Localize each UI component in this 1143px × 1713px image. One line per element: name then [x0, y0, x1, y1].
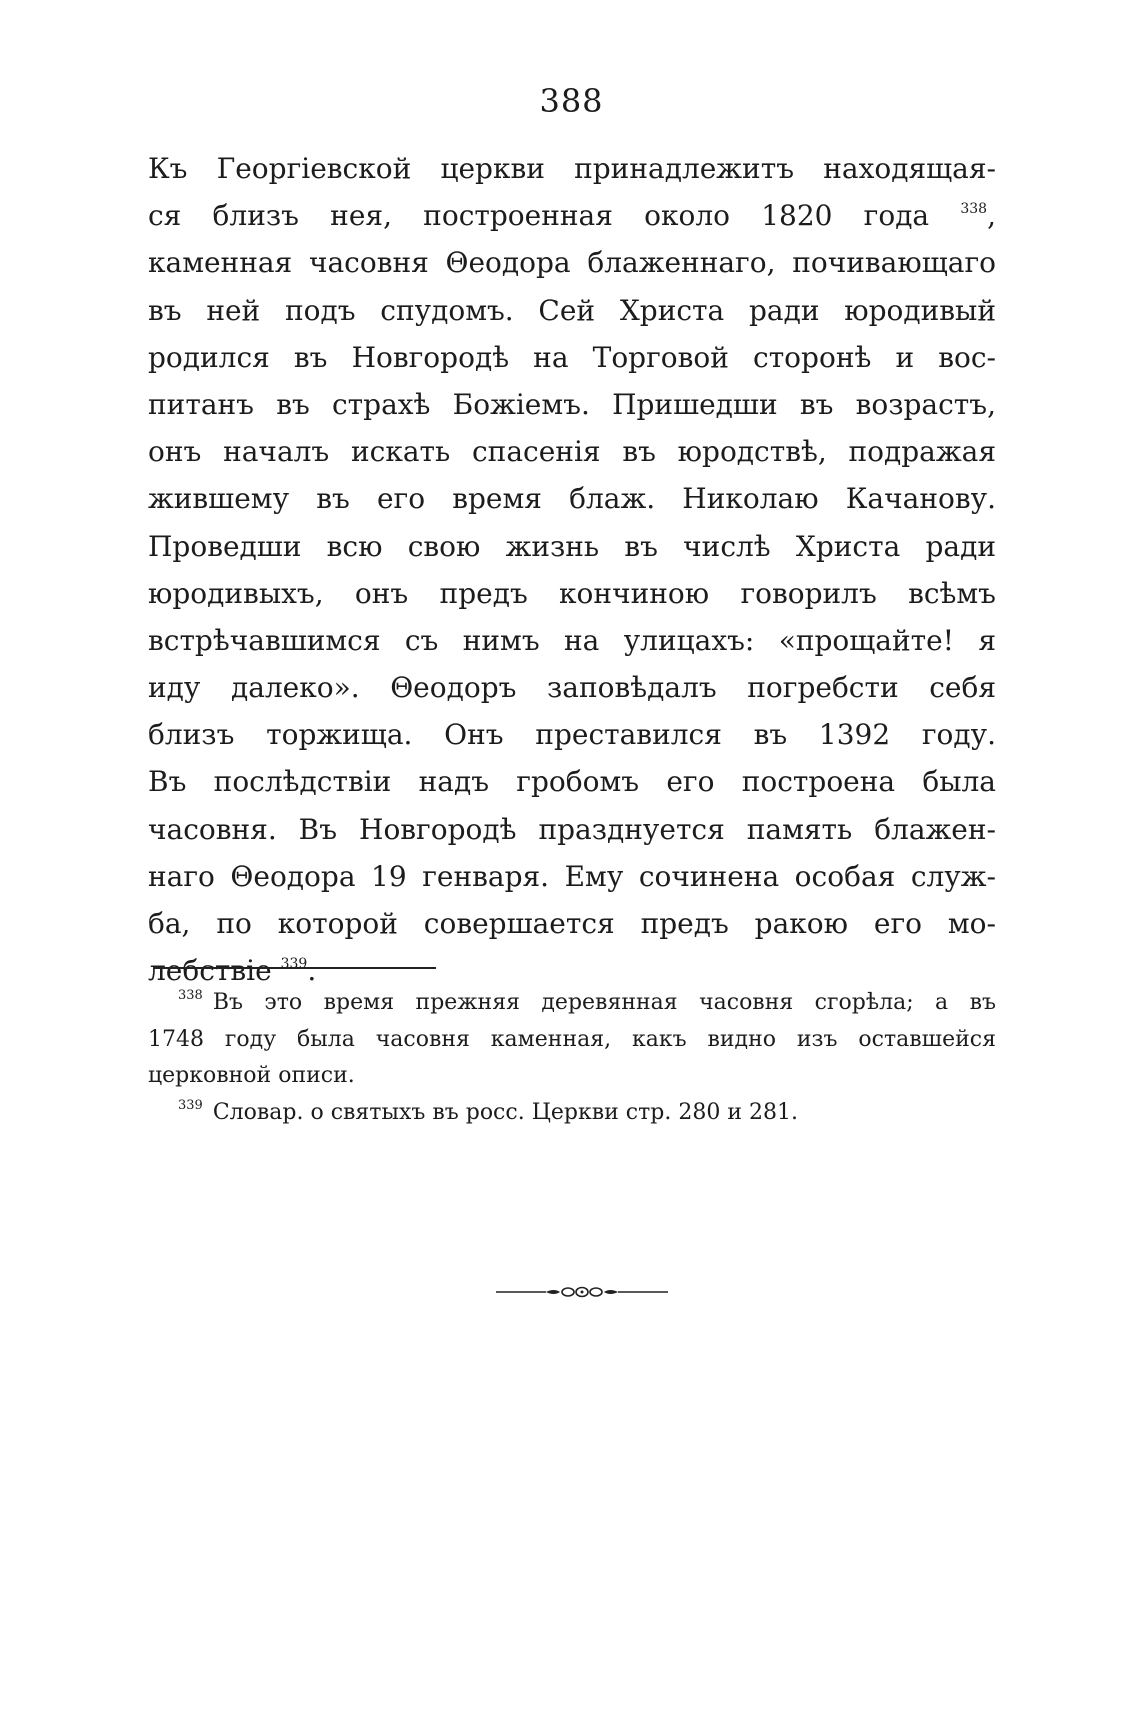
body-line: наго Θеодора 19 генваря. Ему сочинена особая служ-	[148, 859, 996, 893]
reference-punctuation: ,	[987, 199, 996, 233]
body-line: онъ началъ искать спасенія въ юродствѣ, подражая	[148, 435, 996, 469]
footnote-line	[148, 1095, 996, 1132]
page-number: 388	[539, 82, 604, 120]
footnote-reference-338: 338	[960, 201, 988, 218]
body-line: въ ней подъ спудомъ. Сей Христа ради юродивый	[148, 293, 996, 327]
footnote-text: Словар. о святыхъ въ росс. Церкви стр. 280 и 281.	[212, 1099, 798, 1125]
body-line: жившему въ его время блаж. Николаю Качанову.	[148, 482, 996, 516]
footnote-line	[148, 985, 996, 1022]
body-line: питанъ въ страхѣ Божіемъ. Пришедши въ возрастъ,	[148, 387, 996, 421]
footnote-line: церковной описи.	[148, 1063, 355, 1088]
end-ornament	[496, 1284, 668, 1300]
footnote-text: Въ это время прежняя деревянная часовня сгорѣла; а въ	[212, 990, 996, 1015]
body-line: каменная часовня Θеодора блаженнаго, почивающаго	[148, 246, 996, 280]
body-line	[148, 192, 996, 239]
body-line: встрѣчавшимся съ нимъ на улицахъ: «прощайте! я	[148, 623, 996, 657]
body-line: Въ послѣдствіи надъ гробомъ его построена была	[148, 765, 996, 799]
footnote-339	[148, 1095, 996, 1132]
body-line-text: лебствіе	[148, 954, 272, 988]
footnote-separator-rule	[153, 967, 436, 969]
footnote-number: 338	[178, 988, 203, 1003]
footnotes	[148, 985, 996, 1131]
footnote-338	[148, 985, 996, 1095]
body-line: часовня. Въ Новгородѣ празднуется память блажен-	[148, 812, 996, 846]
footnote-reference-339: 339	[280, 956, 308, 973]
footnote-line: 1748 году была часовня каменная, какъ видно изъ оставшейся	[148, 1026, 996, 1052]
body-line: родился въ Новгородѣ на Торговой сторонѣ и вос-	[148, 340, 996, 374]
body-line: юродивыхъ, онъ предъ кончиною говорилъ всѣмъ	[148, 576, 996, 610]
body-line-text: ся близъ нея, построенная около 1820 года	[148, 199, 930, 233]
body-line: ба, по которой совершается предъ ракою его мо-	[148, 907, 996, 940]
body-line: Къ Георгіевской церкви принадлежитъ находящая-	[148, 152, 996, 185]
body-line: Проведши всю свою жизнь въ числѣ Христа ради	[148, 529, 996, 563]
reference-punctuation: .	[307, 954, 317, 988]
body-text	[148, 145, 996, 994]
body-line: близъ торжища. Онъ преставился въ 1392 году.	[148, 718, 996, 752]
footnote-number: 339	[178, 1097, 203, 1113]
body-line: иду далеко». Θеодоръ заповѣдалъ погребсти себя	[148, 671, 996, 705]
